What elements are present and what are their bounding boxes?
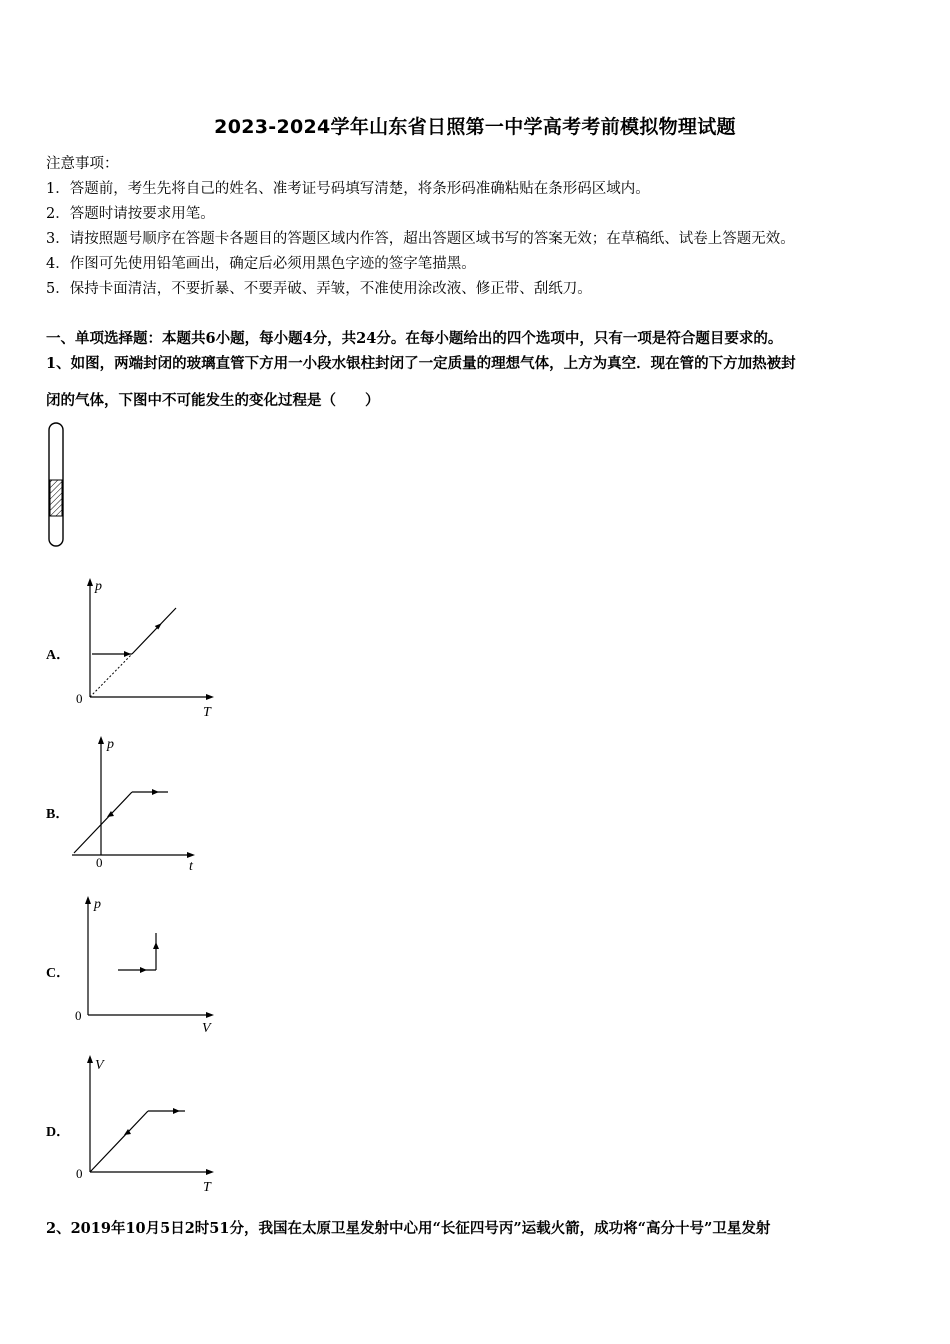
option-d-graph [70, 1052, 230, 1202]
page-title: 2023-2024学年山东省日照第一中学高考考前模拟物理试题 [214, 116, 736, 138]
option-a-x-axis: T [203, 705, 211, 720]
option-c-graph [70, 893, 230, 1043]
option-d-x-axis: T [203, 1180, 211, 1195]
note-item-2: 2．答题时请按要求用笔。 [46, 206, 215, 222]
option-a-label[interactable]: A． [46, 648, 71, 663]
option-b-y-axis: p [107, 737, 114, 752]
question-1-line-2: 闭的气体，下图中不可能发生的变化过程是（ ） [46, 392, 380, 409]
option-c-label[interactable]: C． [46, 966, 71, 981]
option-a-y-axis: p [95, 579, 102, 594]
section-heading: 一、单项选择题：本题共6小题，每小题4分，共24分。在每小题给出的四个选项中，只有一项是符合题目要求的。 [46, 330, 783, 347]
option-c-origin: 0 [75, 1008, 82, 1023]
question-2-line-1: 2、2019年10月5日2时51分，我国在太原卫星发射中心用“长征四号丙”运载火箭，成功将“高分十号”卫星发射 [46, 1220, 771, 1237]
note-item-3: 3．请按照题号顺序在答题卡各题目的答题区域内作答，超出答题区域书写的答案无效；在草稿纸、试卷上答题无效。 [46, 231, 795, 247]
option-a-graph [70, 575, 230, 725]
option-d-origin: 0 [76, 1166, 83, 1181]
option-d-label[interactable]: D． [46, 1125, 71, 1140]
option-c-x-axis: V [202, 1021, 211, 1036]
glass-tube-figure [44, 420, 70, 550]
note-item-5: 5．保持卡面清洁，不要折暴、不要弄破、弄皱，不准使用涂改液、修正带、刮纸刀。 [46, 281, 592, 297]
mercury-column [50, 480, 62, 516]
option-b-graph [66, 733, 216, 883]
option-b-label[interactable]: B． [46, 807, 70, 822]
note-item-1: 1．答题前，考生先将自己的姓名、准考证号码填写清楚，将条形码准确粘贴在条形码区域内。 [46, 181, 650, 197]
option-a-origin: 0 [76, 691, 83, 706]
option-b-x-axis: t [189, 859, 193, 874]
notes-heading: 注意事项： [46, 156, 119, 172]
option-b-origin: 0 [96, 855, 103, 870]
question-1-line-1: 1、如图，两端封闭的玻璃直管下方用一小段水银柱封闭了一定质量的理想气体，上方为真空．现在管的下方加热被封 [46, 355, 796, 372]
note-item-4: 4．作图可先使用铅笔画出，确定后必须用黑色字迹的签字笔描黑。 [46, 256, 476, 272]
option-c-y-axis: p [94, 897, 101, 912]
option-d-y-axis: V [95, 1058, 104, 1073]
